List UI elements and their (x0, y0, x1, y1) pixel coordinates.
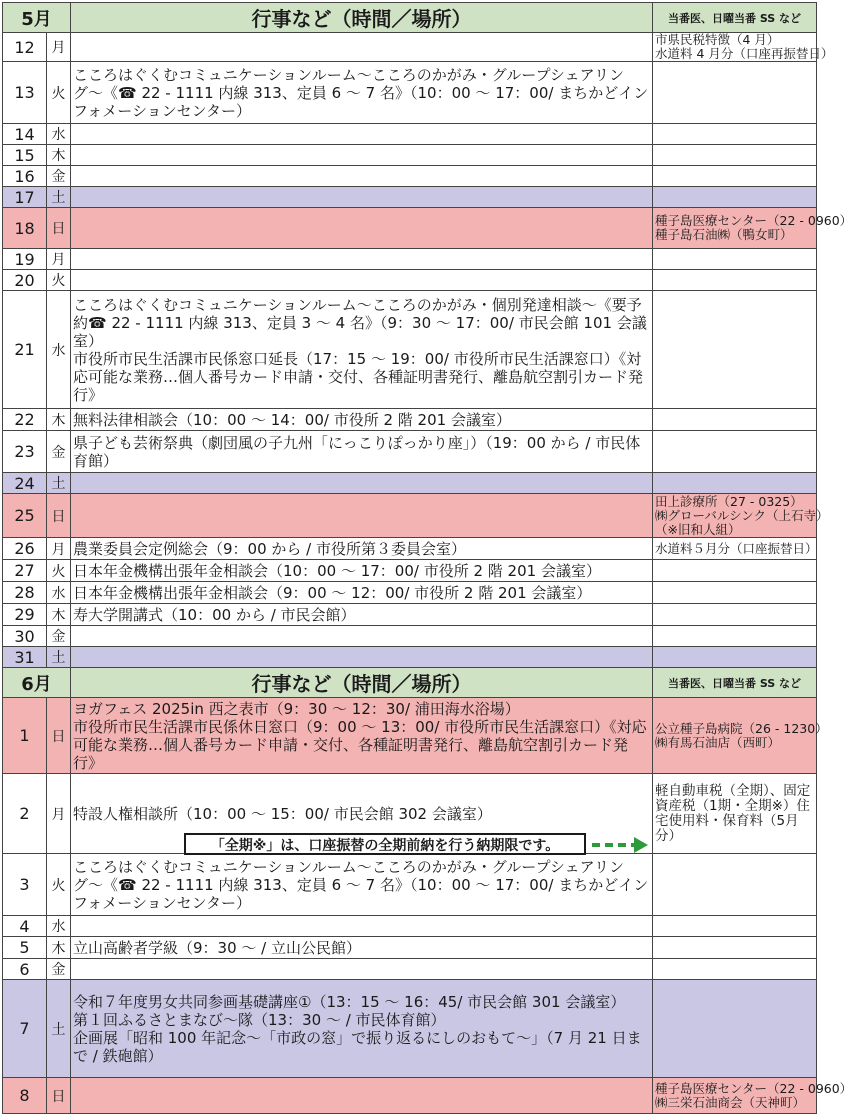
events-column-title: 行事など（時間／場所） (71, 668, 653, 698)
event-text: 特設人権相談所（10：00 〜 15：00/ 市民会館 302 会議室） (73, 804, 492, 823)
calendar-row (3, 291, 817, 409)
duty-cell (653, 959, 817, 980)
calendar-row (3, 604, 817, 626)
duty-cell (653, 208, 852, 249)
duty-text: 公立種子島病院（26 - 1230） (655, 720, 828, 736)
calendar-row (3, 980, 817, 1078)
duty-cell (653, 1078, 852, 1114)
calendar-row (3, 187, 817, 208)
calendar-row (3, 431, 817, 473)
duty-text: 軽自動車税（全期）、固定資産税（1期・全期※）住宅使用料・保育料（5月分） (655, 782, 811, 844)
weekday-label: 火 (47, 854, 71, 916)
weekday-label: 月 (47, 774, 71, 854)
event-text: 市役所市民生活課市民係休日窓口（9：00 〜 13：00/ 市役所市民生活課窓口）《対応可能な業務…個人番号カード申請・交付、各種証明書発行、離島航空割引カード発行》 (73, 717, 647, 772)
event-cell (71, 959, 653, 980)
weekday-label: 日 (47, 208, 71, 249)
duty-cell (653, 291, 817, 409)
event-cell (71, 854, 653, 916)
weekday-label: 火 (47, 62, 71, 124)
duty-cell (653, 32, 834, 62)
calendar-row (3, 409, 817, 431)
duty-cell (653, 980, 817, 1078)
weekday-label: 月 (47, 249, 71, 270)
day-number: 17 (3, 187, 47, 208)
event-cell (71, 647, 653, 668)
calendar-row (3, 937, 817, 959)
day-number: 29 (3, 604, 47, 626)
duty-cell (653, 698, 828, 774)
event-cell (71, 208, 653, 249)
day-number: 22 (3, 409, 47, 431)
event-cell (71, 473, 653, 494)
weekday-label: 土 (47, 647, 71, 668)
calendar-row (3, 560, 817, 582)
event-cell (71, 604, 653, 626)
duty-cell (653, 124, 817, 145)
calendar-row (3, 145, 817, 166)
duty-cell (653, 145, 817, 166)
weekday-label: 火 (47, 560, 71, 582)
day-number: 25 (3, 494, 47, 538)
weekday-label: 金 (47, 166, 71, 187)
event-cell (71, 937, 653, 959)
event-cell (71, 494, 653, 538)
event-text: 日本年金機構出張年金相談会（10：00 〜 17：00/ 市役所 2 階 201 会議室） (73, 561, 601, 580)
event-cell (71, 166, 653, 187)
event-cell (71, 538, 653, 560)
calendar-row (3, 473, 817, 494)
event-cell (71, 145, 653, 166)
weekday-label: 土 (47, 187, 71, 208)
day-number: 26 (3, 538, 47, 560)
event-cell (71, 291, 653, 409)
duty-text: ㈱三栄石油商会（天神町） (655, 1094, 806, 1110)
calendar-row (3, 698, 817, 774)
duty-text: （※旧和人組） (655, 521, 741, 537)
day-number: 2 (3, 774, 47, 854)
event-cell (71, 187, 653, 208)
may-header-row (3, 3, 817, 33)
day-number: 27 (3, 560, 47, 582)
event-text: こころはぐくむコミュニケーションルーム〜こころのかがみ・個別発達相談〜《要予約☎ 22 - 1111 内線 313、定員 3 〜 4 名》（9：30 〜 17：00/ 市民会館 101 会議室） (73, 295, 647, 350)
event-cell (71, 560, 653, 582)
duty-cell (653, 604, 817, 626)
event-text: 寿大学開講式（10：00 から / 市民会館） (73, 605, 356, 624)
events-column-title: 行事など（時間／場所） (71, 3, 653, 33)
event-cell (71, 62, 653, 124)
day-number: 19 (3, 249, 47, 270)
day-number: 28 (3, 582, 47, 604)
event-text: 第１回ふるさとまなび〜隊（13：30 〜 / 市民体育館） (73, 1010, 446, 1029)
day-number: 15 (3, 145, 47, 166)
calendar-row (3, 62, 817, 124)
event-text: 立山高齢者学級（9：30 〜 / 立山公民館） (73, 938, 361, 957)
calendar-table (2, 2, 852, 1114)
duty-text: 種子島医療センター（22 - 0960） (655, 213, 852, 228)
day-number: 21 (3, 291, 47, 409)
duty-text: 種子島石油㈱（鴨女町） (655, 227, 793, 242)
event-text: 日本年金機構出張年金相談会（9：00 〜 12：00/ 市役所 2 階 201 会議室） (73, 583, 592, 602)
event-text: 令和７年度男女共同参画基礎講座①（13：15 〜 16：45/ 市民会館 301 会議室） (73, 992, 626, 1011)
weekday-label: 月 (47, 538, 71, 560)
month-label: 6月 (3, 668, 71, 698)
day-number: 16 (3, 166, 47, 187)
event-text: 企画展「昭和 100 年記念〜「市政の窓」で振り返るにしのおもて〜」（7 月 21 日まで / 鉄砲館） (73, 1028, 642, 1065)
duty-cell (653, 270, 817, 291)
weekday-label: 日 (47, 698, 71, 774)
duty-cell (653, 560, 817, 582)
event-text: 県子ども芸術祭典（劇団風の子九州「にっこりぽっかり座」）（19：00 から / 市民体育館） (73, 433, 641, 470)
duty-cell (653, 166, 817, 187)
weekday-label: 火 (47, 270, 71, 291)
event-cell (71, 270, 653, 291)
duty-cell (653, 473, 817, 494)
calendar-row (3, 647, 817, 668)
event-text: 市役所市民生活課市民係窓口延長（17：15 〜 19：00/ 市役所市民生活課窓口）《対応可能な業務…個人番号カード申請・交付、各種証明書発行、離島航空割引カード発行》 (73, 349, 644, 404)
calendar-row (3, 270, 817, 291)
duty-cell (653, 647, 817, 668)
duty-cell (653, 582, 817, 604)
calendar-row (3, 166, 817, 187)
weekday-label: 水 (47, 124, 71, 145)
calendar-row (3, 33, 817, 62)
day-number: 30 (3, 626, 47, 647)
day-number: 1 (3, 698, 47, 774)
duty-text: 田上診療所（27 - 0325） (655, 493, 803, 509)
calendar-row (3, 626, 817, 647)
dashed-arrow-icon (590, 836, 650, 854)
duty-cell (653, 538, 817, 560)
weekday-label: 土 (47, 980, 71, 1078)
payment-note-box: 「全期※」は、口座振替の全期前納を行う納期限です。 (184, 833, 586, 855)
weekday-label: 金 (47, 626, 71, 647)
day-number: 4 (3, 916, 47, 937)
duty-cell (653, 493, 829, 538)
event-cell (71, 582, 653, 604)
day-number: 13 (3, 62, 47, 124)
event-cell (71, 124, 653, 145)
event-cell (71, 980, 653, 1078)
day-number: 23 (3, 431, 47, 473)
weekday-label: 水 (47, 291, 71, 409)
day-number: 6 (3, 959, 47, 980)
duty-cell (653, 774, 817, 854)
duty-text: ㈱有馬石油店（西町） (655, 734, 781, 750)
calendar-row (3, 959, 817, 980)
day-number: 18 (3, 208, 47, 249)
calendar-row (3, 1078, 817, 1114)
event-text: 無料法律相談会（10：00 〜 14：00/ 市役所 2 階 201 会議室） (73, 410, 511, 429)
duty-cell (653, 937, 817, 959)
calendar-row (3, 854, 817, 916)
duty-text: 水道料 4 月分（口座再振替日） (655, 46, 834, 61)
june-header-row (3, 668, 817, 698)
day-number: 14 (3, 124, 47, 145)
calendar-row (3, 538, 817, 560)
calendar-row (3, 208, 817, 249)
calendar-row (3, 124, 817, 145)
weekday-label: 金 (47, 959, 71, 980)
duty-cell (653, 409, 817, 431)
duty-text: 水道料５月分（口座振替日） (655, 540, 818, 556)
duty-text: 市県民税特徴（4 月） (655, 32, 780, 47)
event-cell (71, 249, 653, 270)
duty-cell (653, 187, 817, 208)
event-text: ヨガフェス 2025in 西之表市（9：30 〜 12：30/ 浦田海水浴場） (73, 699, 520, 718)
calendar-row (3, 249, 817, 270)
duty-column-title: 当番医、日曜当番 SS など (653, 3, 817, 33)
duty-cell (653, 62, 817, 124)
weekday-label: 日 (47, 1078, 71, 1114)
event-text: こころはぐくむコミュニケーションルーム〜こころのかがみ・グループシェアリング〜《☎ 22 - 1111 内線 313、定員 6 〜 7 名》（10：00 〜 17：00/ まちかどインフォメーションセンター） (73, 857, 649, 912)
weekday-label: 金 (47, 431, 71, 473)
event-cell (71, 409, 653, 431)
weekday-label: 木 (47, 409, 71, 431)
day-number: 24 (3, 473, 47, 494)
day-number: 5 (3, 937, 47, 959)
event-cell (71, 698, 653, 774)
event-cell (71, 33, 653, 62)
month-label: 5月 (3, 3, 71, 33)
day-number: 8 (3, 1078, 47, 1114)
day-number: 3 (3, 854, 47, 916)
duty-text: 種子島医療センター（22 - 0960） (655, 1080, 852, 1096)
weekday-label: 木 (47, 145, 71, 166)
calendar-row (3, 916, 817, 937)
duty-cell (653, 431, 817, 473)
duty-cell (653, 626, 817, 647)
event-cell (71, 431, 653, 473)
event-cell (71, 626, 653, 647)
day-number: 7 (3, 980, 47, 1078)
event-text: 農業委員会定例総会（9：00 から / 市役所第３委員会室） (73, 539, 466, 558)
weekday-label: 月 (47, 33, 71, 62)
duty-cell (653, 916, 817, 937)
event-text: こころはぐくむコミュニケーションルーム〜こころのかがみ・グループシェアリング〜《☎ 22 - 1111 内線 313、定員 6 〜 7 名》（10：00 〜 17：00/ まちかどインフォメーションセンター） (73, 65, 649, 120)
duty-column-title: 当番医、日曜当番 SS など (653, 668, 817, 698)
weekday-label: 日 (47, 494, 71, 538)
duty-cell (653, 854, 817, 916)
duty-text: ㈱グローバルシンク（上石寺） (655, 507, 829, 523)
calendar-row (3, 494, 817, 538)
event-cell (71, 1078, 653, 1114)
weekday-label: 木 (47, 604, 71, 626)
day-number: 31 (3, 647, 47, 668)
day-number: 20 (3, 270, 47, 291)
weekday-label: 土 (47, 473, 71, 494)
duty-cell (653, 249, 817, 270)
event-cell (71, 916, 653, 937)
weekday-label: 水 (47, 916, 71, 937)
calendar-row (3, 582, 817, 604)
weekday-label: 木 (47, 937, 71, 959)
day-number: 12 (3, 33, 47, 62)
weekday-label: 水 (47, 582, 71, 604)
